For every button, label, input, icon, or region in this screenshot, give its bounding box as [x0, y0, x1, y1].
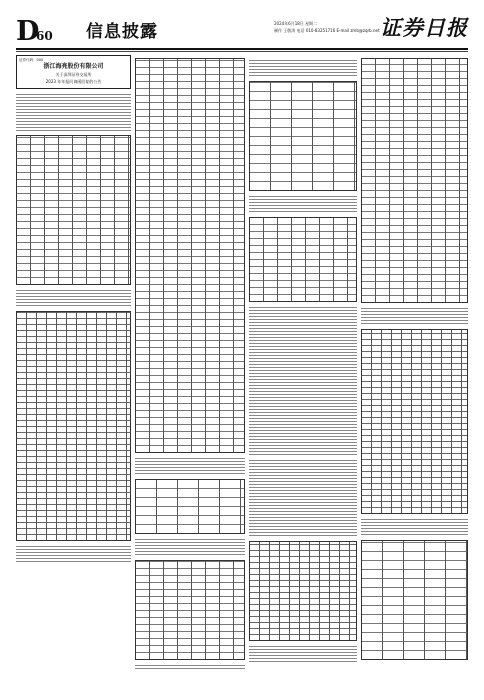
notice-header [16, 55, 131, 89]
data-table [16, 135, 131, 285]
data-table [135, 479, 245, 534]
body-text [135, 537, 245, 557]
data-table [361, 329, 468, 514]
column-1 [16, 55, 131, 670]
data-table [135, 560, 245, 660]
body-text [135, 456, 245, 476]
body-text [135, 663, 245, 670]
body-text [16, 544, 131, 564]
notice-title-line-1: 关于深圳证券交易所 [55, 71, 92, 77]
notice-title-line-2: 2023 年年报问询函回复的公告 [45, 78, 102, 84]
body-text [249, 644, 357, 664]
stock-code: 证券代码：000 [19, 58, 44, 62]
contact-line: 制作 王敬涛 电话 010-83251716 E-mail zmb@zqrb.net [274, 28, 380, 33]
body-text [361, 517, 468, 537]
column-2 [135, 55, 245, 670]
body-text [249, 458, 357, 538]
body-text [249, 58, 357, 78]
body-text [16, 92, 131, 132]
section-title: 信息披露 [86, 22, 158, 42]
newspaper-logo: 证券日报 [380, 15, 468, 40]
data-table [249, 541, 357, 641]
data-table [249, 81, 357, 191]
page-letter: D [16, 16, 39, 47]
body-text [249, 194, 357, 214]
column-3 [249, 55, 357, 670]
masthead [16, 15, 468, 48]
data-table [135, 58, 245, 453]
page-number: 60 [36, 29, 53, 43]
body-text [16, 288, 131, 308]
date-line: 2024年6月18日 星期二 [274, 21, 318, 26]
column-4 [361, 55, 468, 670]
company-name: 浙江海亮股份有限公司 [43, 63, 104, 70]
body-text [249, 305, 357, 455]
data-table [249, 217, 357, 302]
data-table [16, 311, 131, 541]
body-text [361, 306, 468, 326]
masthead-meta [274, 21, 380, 35]
data-table [361, 540, 468, 660]
data-table [361, 58, 468, 303]
page-body [16, 55, 468, 670]
masthead-rule [16, 48, 468, 50]
masthead-rule-thin [16, 51, 468, 52]
